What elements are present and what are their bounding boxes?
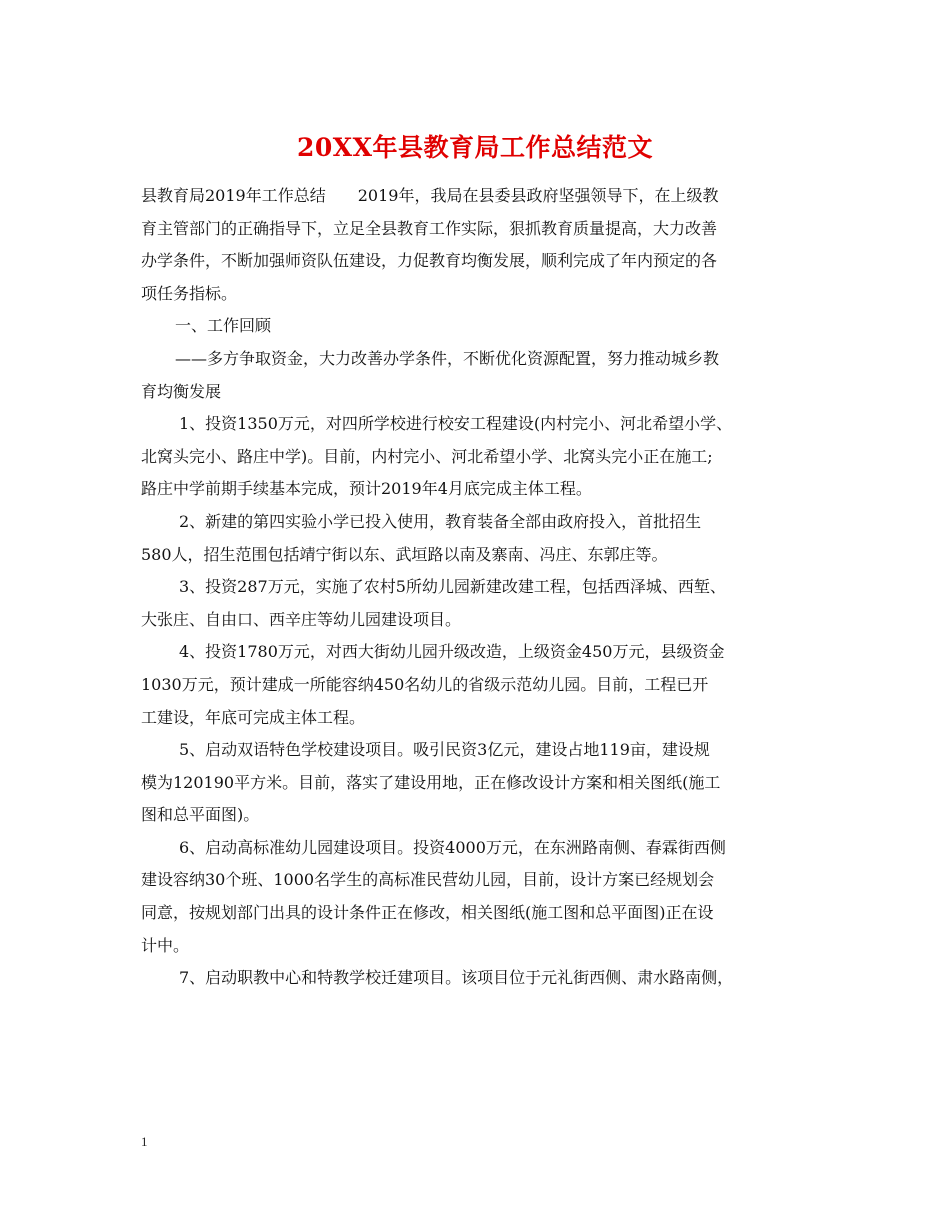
text-line: 项任务指标。 [141, 283, 238, 303]
text-line: 模为120190平方米。目前，落实了建设用地，正在修改设计方案和相关图纸(施工 [141, 772, 721, 792]
text-line: 580人，招生范围包括靖宁街以东、武垣路以南及寨南、冯庄、东郭庄等。 [141, 544, 668, 564]
text-line: 2、新建的第四实验小学已投入使用，教育装备全部由政府投入，首批招生 [179, 511, 702, 531]
text-line: 1、投资1350万元，对四所学校进行校安工程建设(内村完小、河北希望小学、 [179, 414, 733, 434]
text-line: 育主管部门的正确指导下，立足全县教育工作实际，狠抓教育质量提高，大力改善 [141, 218, 718, 238]
document-title: 20XX年县教育局工作总结范文 [296, 133, 654, 162]
text-line: 大张庄、自由口、西辛庄等幼儿园建设项目。 [141, 609, 462, 629]
text-line: 同意，按规划部门出具的设计条件正在修改，相关图纸(施工图和总平面图)正在设 [141, 903, 714, 923]
text-line: 工建设，年底可完成主体工程。 [141, 707, 366, 727]
text-line: 路庄中学前期手续基本完成，预计2019年4月底完成主体工程。 [141, 479, 592, 499]
text-line: 7、启动职教中心和特教学校迁建项目。该项目位于元礼街西侧、肃水路南侧， [179, 968, 734, 988]
text-line: 北窝头完小、路庄中学)。目前，内村完小、河北希望小学、北窝头完小正在施工; [141, 446, 713, 466]
text-line: 4、投资1780万元，对西大街幼儿园升级改造，上级资金450万元，县级资金 [179, 642, 725, 662]
text-line: 6、启动高标准幼儿园建设项目。投资4000万元，在东洲路南侧、春霖街西侧 [179, 837, 726, 857]
document-body [141, 180, 826, 995]
text-line: 育均衡发展 [141, 381, 222, 401]
text-line: 3、投资287万元，实施了农村5所幼儿园新建改建工程，包括西泽城、西堑、 [179, 577, 726, 597]
text-line: ——多方争取资金，大力改善办学条件，不断优化资源配置，努力推动城乡教 [175, 348, 720, 368]
text-line: 图和总平面图)。 [141, 805, 260, 825]
text-line: 1030万元，预计建成一所能容纳450名幼儿的省级示范幼儿园。目前，工程已开 [141, 674, 709, 694]
section-heading: 一、工作回顾 [175, 316, 272, 336]
text-line: 5、启动双语特色学校建设项目。吸引民资3亿元，建设占地119亩，建设规 [179, 740, 710, 760]
page-number: 1 [141, 1134, 148, 1149]
text-line: 县教育局2019年工作总结 2019年，我局在县委县政府坚强领导下，在上级教 [141, 186, 719, 205]
text-line: 建设容纳30个班、1000名学生的高标准民营幼儿园，目前，设计方案已经规划会 [141, 870, 715, 890]
text-line: 计中。 [141, 935, 190, 955]
text-line: 办学条件，不断加强师资队伍建设，力促教育均衡发展，顺利完成了年内预定的各 [141, 251, 718, 271]
